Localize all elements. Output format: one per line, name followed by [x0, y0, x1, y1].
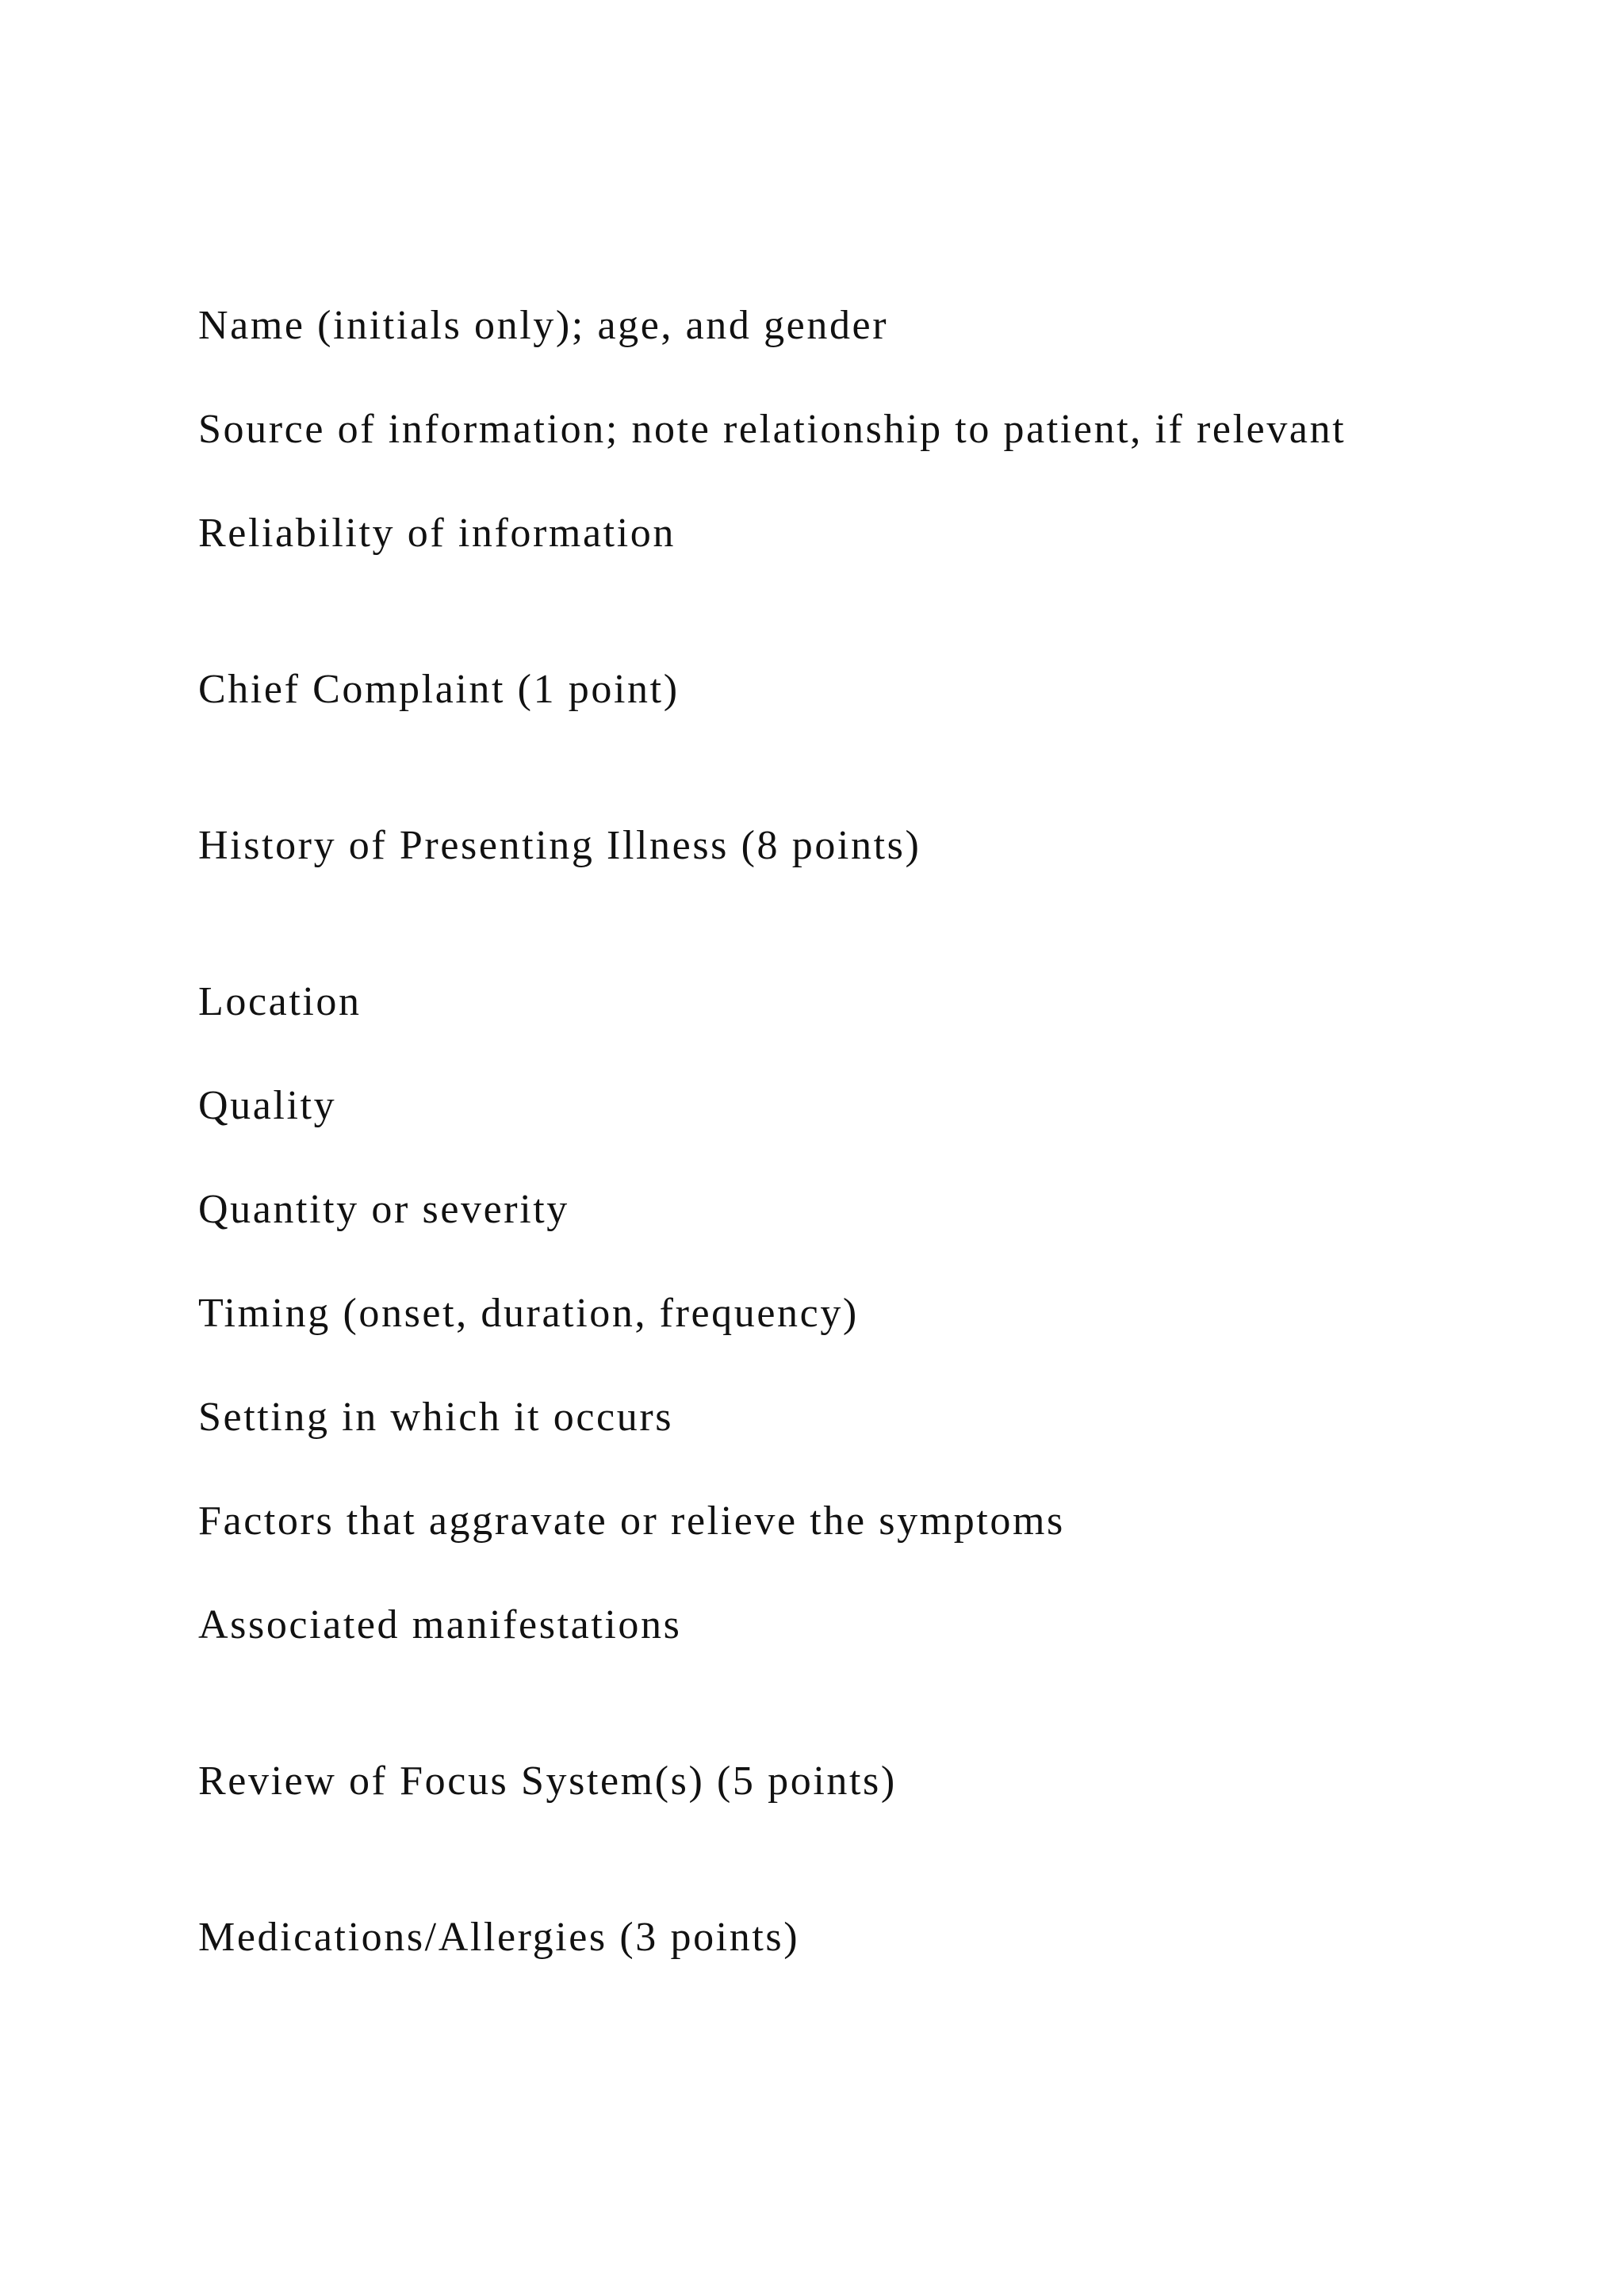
hpi-item-associated: Associated manifestations: [198, 1602, 682, 1647]
reliability-line: Reliability of information: [198, 511, 676, 556]
hpi-item-timing: Timing (onset, duration, frequency): [198, 1291, 859, 1336]
hpi-item-quality: Quality: [198, 1083, 337, 1128]
hpi-item-setting: Setting in which it occurs: [198, 1395, 674, 1440]
hpi-item-location: Location: [198, 979, 362, 1024]
medications-allergies-heading: Medications/Allergies (3 points): [198, 1915, 800, 1960]
hpi-heading: History of Presenting Illness (8 points): [198, 823, 921, 868]
hpi-item-factors: Factors that aggravate or relieve the symptoms: [198, 1498, 1065, 1544]
patient-name-age-gender-line: Name (initials only); age, and gender: [198, 303, 889, 348]
review-of-systems-heading: Review of Focus System(s) (5 points): [198, 1758, 897, 1804]
hpi-item-quantity: Quantity or severity: [198, 1187, 569, 1232]
chief-complaint-heading: Chief Complaint (1 point): [198, 667, 680, 712]
source-of-information-line: Source of information; note relationship to patient, if relevant: [198, 407, 1346, 452]
